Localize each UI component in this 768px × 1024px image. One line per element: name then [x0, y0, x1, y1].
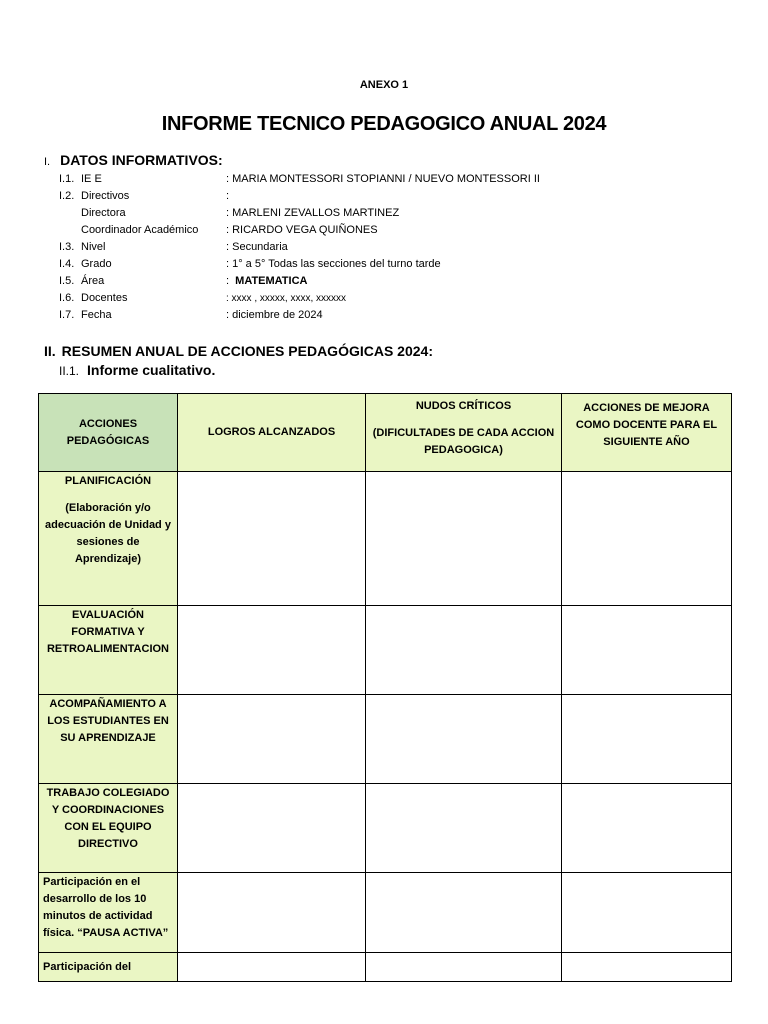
- cell-nudos[interactable]: [366, 953, 562, 982]
- pedagogical-actions-table: [38, 393, 732, 982]
- cell-logros[interactable]: [178, 606, 366, 695]
- header-acciones: ACCIONES PEDAGÓGICAS: [39, 394, 178, 472]
- area-value: MATEMATICA: [235, 275, 308, 287]
- info-value: : Secundaria: [226, 241, 288, 253]
- info-number: I.5.: [59, 275, 75, 287]
- info-label: Grado: [81, 258, 112, 270]
- cell-logros[interactable]: [178, 472, 366, 606]
- table-row: [39, 695, 732, 784]
- info-value: : diciembre de 2024: [226, 309, 323, 321]
- cell-nudos[interactable]: [366, 695, 562, 784]
- cell-mejora[interactable]: [562, 695, 732, 784]
- row-label-evaluacion: EVALUACIÓN FORMATIVA Y RETROALIMENTACION: [39, 606, 178, 695]
- section-1-number: I.: [44, 156, 51, 168]
- row-label: PLANIFICACIÓN: [64, 475, 152, 487]
- cell-logros[interactable]: [178, 695, 366, 784]
- info-value: [226, 273, 307, 290]
- section-2-heading: [44, 343, 433, 359]
- info-number: I.6.: [59, 292, 75, 304]
- cell-logros[interactable]: [178, 784, 366, 873]
- row-note: (Elaboración y/o adecuación de Unidad y sesiones de Aprendizaje): [45, 502, 171, 565]
- info-label: Docentes: [81, 292, 128, 304]
- cell-mejora[interactable]: [562, 784, 732, 873]
- info-label: Directivos: [81, 190, 130, 202]
- header-nudos-note: (DIFICULTADES DE CADA ACCION PEDAGOGICA): [372, 427, 555, 456]
- info-value: : RICARDO VEGA QUIÑONES: [226, 224, 378, 236]
- info-value: : xxxx , xxxxx, xxxx, xxxxxx: [226, 293, 347, 304]
- header-logros: LOGROS ALCANZADOS: [178, 394, 366, 472]
- table-header-row: [39, 394, 732, 472]
- row-label-acompanamiento: ACOMPAÑAMIENTO A LOS ESTUDIANTES EN SU APRENDIZAJE: [39, 695, 178, 784]
- subsection-heading: [59, 362, 215, 378]
- info-value: : MARLENI ZEVALLOS MARTINEZ: [226, 207, 400, 219]
- cell-nudos[interactable]: [366, 606, 562, 695]
- info-value: : 1° a 5° Todas las secciones del turno tarde: [226, 258, 441, 270]
- info-label: Fecha: [81, 309, 112, 321]
- info-label: IE E: [81, 173, 102, 185]
- section-1-heading: [44, 152, 223, 168]
- info-label: Nivel: [81, 241, 106, 253]
- section-1-title: DATOS INFORMATIVOS:: [60, 152, 223, 168]
- table-row: [39, 873, 732, 953]
- info-label: Directora: [81, 207, 126, 219]
- table-row: [39, 606, 732, 695]
- info-value-prefix: :: [226, 275, 236, 287]
- info-value: :: [226, 190, 230, 202]
- subsection-title: Informe cualitativo.: [87, 362, 216, 378]
- cell-nudos[interactable]: [366, 472, 562, 606]
- cell-nudos[interactable]: [366, 873, 562, 953]
- annex-label: ANEXO 1: [359, 79, 409, 91]
- table-row: [39, 784, 732, 873]
- cell-mejora[interactable]: [562, 953, 732, 982]
- info-number: I.7.: [59, 309, 75, 321]
- table-row: [39, 472, 732, 606]
- cell-nudos[interactable]: [366, 784, 562, 873]
- row-label-pausa-activa: Participación en el desarrollo de los 10 minutos de actividad física. “PAUSA ACTIVA”: [39, 873, 178, 953]
- header-mejora: ACCIONES DE MEJORA COMO DOCENTE PARA EL SIGUIENTE AÑO: [562, 394, 732, 472]
- header-nudos: [366, 394, 562, 472]
- info-number: I.2.: [59, 190, 75, 202]
- info-number: I.3.: [59, 241, 75, 253]
- table-row: [39, 953, 732, 982]
- cell-mejora[interactable]: [562, 472, 732, 606]
- info-number: I.4.: [59, 258, 75, 270]
- section-2-number: II.: [44, 343, 56, 359]
- info-value: : MARIA MONTESSORI STOPIANNI / NUEVO MONTESSORI II: [226, 173, 540, 185]
- header-nudos-title: NUDOS CRÍTICOS: [415, 400, 512, 412]
- cell-mejora[interactable]: [562, 606, 732, 695]
- cell-logros[interactable]: [178, 953, 366, 982]
- section-2-title: RESUMEN ANUAL DE ACCIONES PEDAGÓGICAS 2024:: [61, 343, 433, 359]
- row-label-trabajo-colegiado: TRABAJO COLEGIADO Y COORDINACIONES CON EL EQUIPO DIRECTIVO: [39, 784, 178, 873]
- row-label-participacion: Participación del: [39, 953, 178, 982]
- info-label: Coordinador Académico: [81, 224, 199, 236]
- subsection-number: II.1.: [59, 364, 80, 378]
- document-title: INFORME TECNICO PEDAGOGICO ANUAL 2024: [161, 113, 607, 135]
- info-label: Área: [81, 275, 105, 287]
- row-label-planificacion: [39, 472, 178, 606]
- cell-mejora[interactable]: [562, 873, 732, 953]
- info-number: I.1.: [59, 173, 75, 185]
- cell-logros[interactable]: [178, 873, 366, 953]
